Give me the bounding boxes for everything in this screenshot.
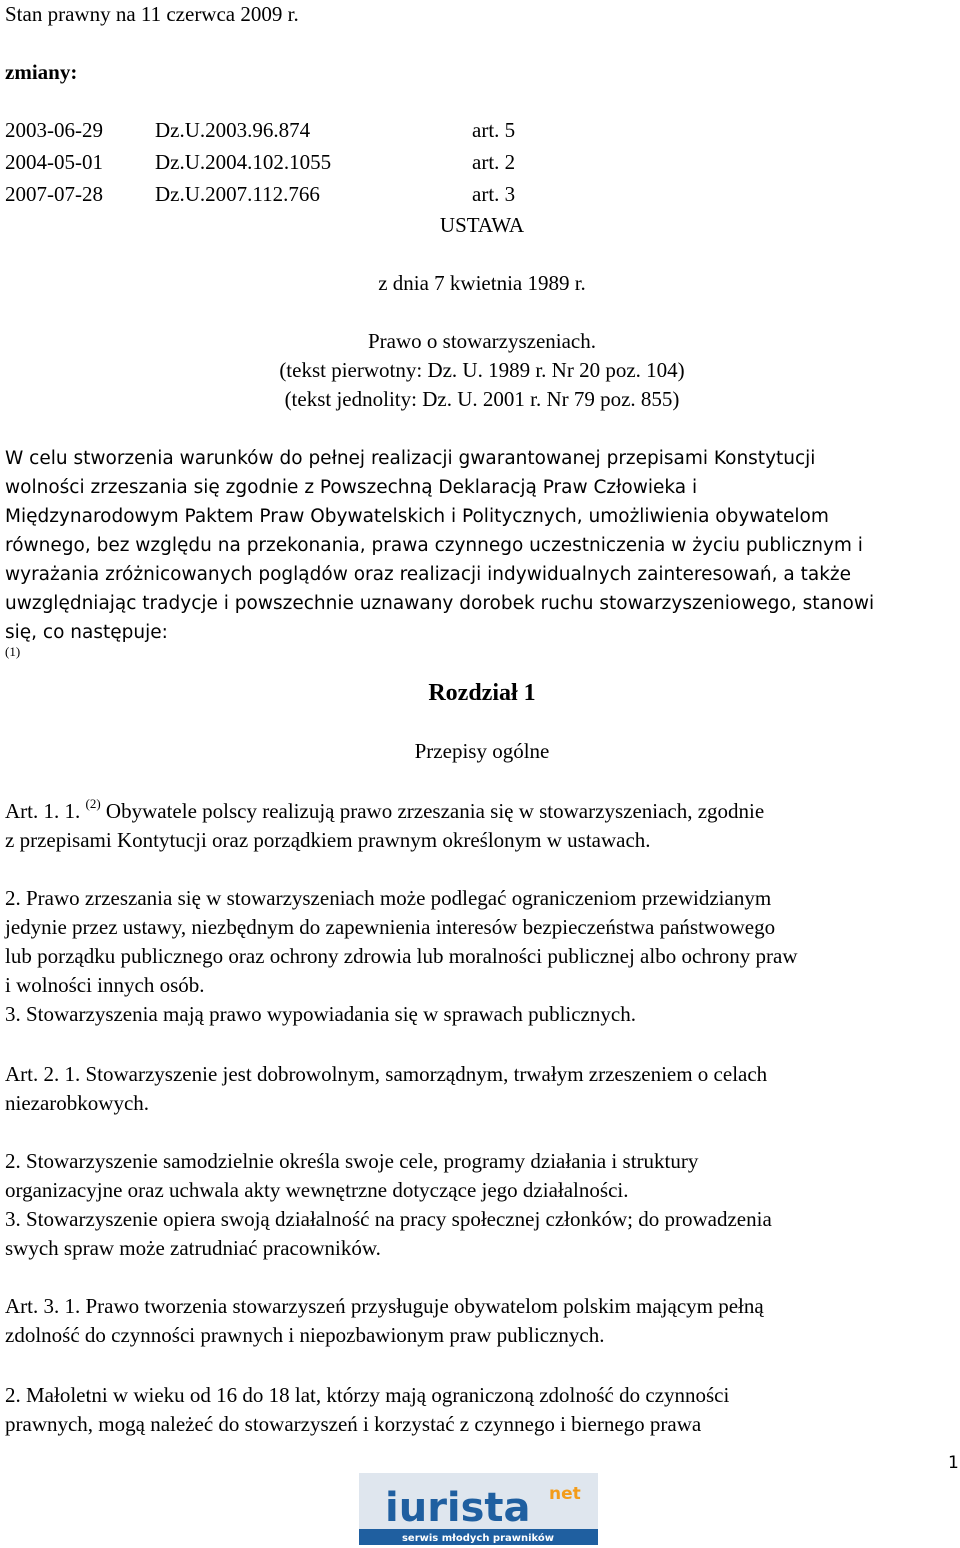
act-name: Prawo o stowarzyszeniach.: [367, 329, 596, 353]
article-3-paragraph-2: 2. Małoletni w wieku od 16 do 18 lat, którzy mają ograniczoną zdolność do czynności: [5, 1383, 730, 1407]
article-1-paragraph-1: [5, 797, 764, 826]
change-reference: Dz.U.2004.102.1055: [155, 150, 332, 174]
article-2-paragraph-3: 3. Stowarzyszenie opiera swoją działalność na pracy społecznej członków; do prowadzenia: [5, 1207, 772, 1231]
preamble-line: się, co następuje:: [5, 622, 168, 643]
article-1-paragraph-2-cont: jedynie przez ustawy, niezbędnym do zapewnienia interesów bezpieczeństwa państwowego: [5, 915, 776, 939]
article-3-paragraph-1: Art. 3. 1. Prawo tworzenia stowarzyszeń przysługuje obywatelom polskim mającym pełną: [5, 1294, 764, 1318]
change-date: 2004-05-01: [5, 150, 103, 174]
change-article: art. 5: [472, 118, 516, 142]
iurista-logo-graphic: [359, 1473, 598, 1545]
preamble-line: wolności zrzeszania się zgodnie z Powszechną Deklaracją Praw Człowieka i: [5, 477, 698, 498]
article-1-paragraph-2-cont: lub porządku publicznego oraz ochrony zdrowia lub moralności publicznej albo ochrony praw: [5, 944, 798, 968]
change-reference: Dz.U.2007.112.766: [155, 182, 320, 206]
article-2-paragraph-2-cont: organizacyjne oraz uchwala akty wewnętrzne dotyczące jego działalności.: [5, 1178, 629, 1202]
article-2-paragraph-1: Art. 2. 1. Stowarzyszenie jest dobrowolnym, samorządnym, trwałym zrzeszeniem o celach: [5, 1062, 768, 1086]
chapter-title: Rozdział 1: [428, 680, 536, 706]
article-1-text: Obywatele polscy realizują prawo zrzeszania się w stowarzyszeniach, zgodnie: [105, 799, 765, 823]
article-3-paragraph-2-cont: prawnych, mogą należeć do stowarzyszeń i korzystać z czynnego i biernego prawa: [5, 1412, 702, 1436]
page-number: 1: [948, 1453, 959, 1473]
consolidated-text-reference: (tekst jednolity: Dz. U. 2001 r. Nr 79 poz. 855): [284, 387, 680, 411]
change-row: [5, 180, 955, 209]
footnote-marker: (1): [5, 644, 21, 659]
logo-tagline: serwis młodych prawników: [401, 1533, 555, 1544]
iurista-logo: [359, 1473, 598, 1545]
preamble-line: Międzynarodowym Paktem Praw Obywatelskich i Politycznych, umożliwienia obywatelom: [5, 506, 829, 527]
article-3-paragraph-1-cont: zdolność do czynności prawnych i niepozbawionym praw publicznych.: [5, 1323, 605, 1347]
change-date: 2007-07-28: [5, 182, 103, 206]
legal-status-line: Stan prawny na 11 czerwca 2009 r.: [5, 2, 299, 26]
change-date: 2003-06-29: [5, 118, 103, 142]
change-article: art. 2: [472, 150, 516, 174]
preamble-line: równego, bez względu na przekonania, prawa czynnego uczestniczenia w życiu publicznym i: [5, 535, 863, 556]
article-1-paragraph-2: 2. Prawo zrzeszania się w stowarzyszeniach może podlegać ograniczeniom przewidzianym: [5, 886, 772, 910]
chapter-subtitle: Przepisy ogólne: [414, 739, 550, 763]
article-1-paragraph-1-cont: z przepisami Kontytucji oraz porządkiem prawnym określonym w ustawach.: [5, 828, 651, 852]
article-1-paragraph-2-cont: i wolności innych osób.: [5, 973, 205, 997]
logo-suffix-text: net: [549, 1484, 581, 1504]
change-article: art. 3: [472, 182, 516, 206]
change-row: [5, 116, 955, 145]
act-type: USTAWA: [439, 213, 525, 237]
original-text-reference: (tekst pierwotny: Dz. U. 1989 r. Nr 20 poz. 104): [279, 358, 685, 382]
preamble-line: uwzględniając tradycje i powszechnie uznawany dorobek ruchu stowarzyszeniowego, stanowi: [5, 593, 875, 614]
act-date: z dnia 7 kwietnia 1989 r.: [378, 271, 586, 295]
change-reference: Dz.U.2003.96.874: [155, 118, 311, 142]
logo-brand-text: iurista: [385, 1485, 531, 1531]
article-2-paragraph-3-cont: swych spraw może zatrudniać pracowników.: [5, 1236, 381, 1260]
preamble-line: W celu stworzenia warunków do pełnej realizacji gwarantowanej przepisami Konstytucji: [5, 448, 816, 469]
change-row: [5, 148, 955, 177]
article-1-paragraph-3: 3. Stowarzyszenia mają prawo wypowiadania się w sprawach publicznych.: [5, 1002, 636, 1026]
changes-label: zmiany:: [5, 60, 78, 84]
article-2-paragraph-2: 2. Stowarzyszenie samodzielnie określa swoje cele, programy działania i struktury: [5, 1149, 699, 1173]
article-2-paragraph-1-cont: niezarobkowych.: [5, 1091, 150, 1115]
preamble-line: wyrażania zróżnicowanych poglądów oraz realizacji indywidualnych zainteresowań, a także: [5, 564, 852, 585]
article-1-lead: Art. 1. 1.: [5, 799, 81, 823]
footnote-marker: (2): [85, 796, 101, 811]
